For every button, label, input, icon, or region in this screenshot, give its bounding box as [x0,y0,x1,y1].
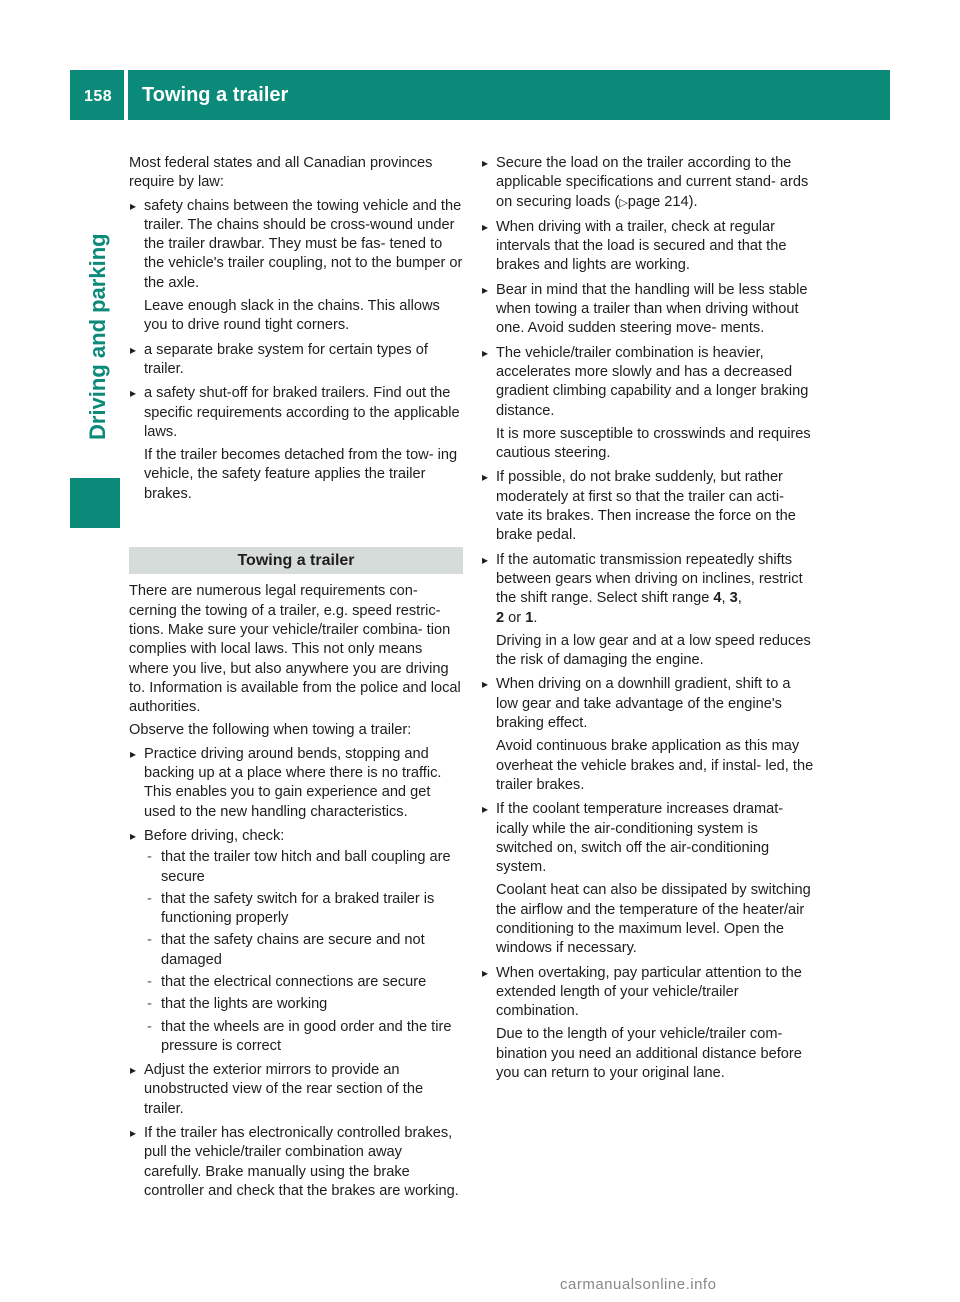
bullet-text: ▸ If possible, do not brake suddenly, but rather moderately at first so that the trailer can acti- vate its brakes. Then increase the force on the brake pedal. [496,469,796,544]
bullet-text: ▸ The vehicle/trailer combination is heavier, accelerates more slowly and has a decreased gradient climbing capability and a longer braking distance. [496,344,809,419]
list-item [481,551,815,671]
shift-range-1: 1 [525,609,534,626]
bullet-text: ▸ Adjust the exterior mirrors to provide an unobstructed view of the rear section of the trailer. [144,1062,424,1117]
bullet-text [496,154,815,213]
list-item [129,745,463,822]
bullet-note: Coolant heat can also be dissipated by switching the airflow and the temperature of the heater/air conditioning to the maximum level. Open the windows if necessary. [496,882,811,957]
bullet-text: ▸ When driving with a trailer, check at regular intervals that the load is secured and that the brakes and lights are working. [496,218,787,274]
bullet-text: ▸ Practice driving around bends, stopping and backing up at a place where there is no traffic. This enables you to gain experience and get used to the new handling characteristics. [144,745,442,820]
bullet-text-start: Secure the load on the trailer according to the applicable specifications and current stand- ards on securing loads ( [496,155,809,210]
list-item [129,341,463,380]
bullet-note: Due to the length of your vehicle/trailer com- bination you need an additional distance before you can return to your original lane. [496,1026,802,1082]
bullet-text: ▸ If the trailer has electronically controlled brakes, pull the vehicle/trailer combination away carefully. Brake manually using the brake controller and check that the brakes are working. [144,1125,459,1199]
page-reference-link[interactable]: page 214 [627,193,689,210]
side-section-label: Driving and parking [85,233,110,440]
list-item [129,1061,463,1119]
bullet-text: ▸ a separate brake system for certain types of trailer. [144,341,428,377]
sub-list-item: - that the wheels are in good order and the tire pressure is correct [144,1018,463,1057]
bullet-note: Avoid continuous brake application as this may overheat the vehicle brakes and, if instal- led, the trailer brakes. [496,738,814,793]
separator: or [504,609,526,626]
watermark-link[interactable]: carmanualsonline.info [560,1276,717,1293]
bullet-note: Leave enough slack in the chains. This allows you to drive round tight corners. [144,298,440,334]
list-item [481,964,815,1084]
side-tab-marker [70,478,120,528]
shift-range-3: 3 [729,590,738,607]
separator: . [533,609,538,626]
bullet-text [496,551,815,628]
list-item [129,197,463,336]
bullet-note: It is more susceptible to crosswinds and requires cautious steering. [496,425,811,462]
bullet-note: Driving in a low gear and at a low speed reduces the risk of damaging the engine. [496,632,811,669]
list-item [129,384,463,504]
left-column [129,154,463,1206]
intro-paragraph: Most federal states and all Canadian provinces require by law: [129,155,433,191]
list-item [481,281,815,339]
list-item [481,800,815,958]
body-paragraph: Observe the following when towing a trailer: [129,722,412,739]
list-item [129,827,463,1056]
bullet-text: ▸ Before driving, check: [144,827,285,844]
sub-list-item: - that the safety switch for a braked trailer is functioning properly [144,890,463,929]
section-heading: Towing a trailer [129,547,463,574]
list-item [481,154,815,213]
bullet-text: ▸ If the coolant temperature increases dramat- ically while the air-conditioning system is switched on, switch off the air-conditioning system. [496,801,784,876]
bullet-note: If the trailer becomes detached from the tow- ing vehicle, the safety feature applies the trailer brakes. [144,447,458,502]
separator: , [721,590,730,607]
bullet-text: ▸ When driving on a downhill gradient, shift to a low gear and take advantage of the engine's braking effect. [496,676,791,732]
list-item [481,218,815,276]
page-title: Towing a trailer [142,84,289,106]
sub-list-item: - that the electrical connections are secure [144,973,463,992]
page-reference-arrow-icon: ▷ [619,196,628,209]
sub-list-item: - that the lights are working [144,995,463,1014]
bullet-text-start: If the automatic transmission repeatedly shifts between gears when driving on inclines, restrict the shift range. Select shift range [496,551,803,607]
list-item [481,468,815,545]
list-item [129,1124,463,1201]
page-number: 158 [84,88,113,105]
bullet-text: ▸ a safety shut-off for braked trailers. Find out the specific requirements according to the applicable laws. [144,385,460,440]
shift-range-2: 2 [496,609,505,626]
bullet-text: ▸ Bear in mind that the handling will be less stable when towing a trailer than when driving without one. Avoid sudden steering move- ments. [496,281,808,337]
shift-range-4: 4 [713,590,722,607]
list-item [481,675,815,795]
bullet-text: ▸ safety chains between the towing vehicle and the trailer. The chains should be cross-wound under the trailer drawbar. They must be fas- tened to the vehicle's trailer coupling, not to the bumper or the axle. [144,197,463,291]
body-paragraph: There are numerous legal requirements con- cerning the towing of a trailer, e.g. speed restric- tions. Make sure your vehicle/trailer combina- tion complies with local laws. This not only means where you live, but also anywhere you are driving to. Information is available from the police and local authorities. [129,583,461,716]
separator: , [737,590,742,607]
sub-list-item: - that the safety chains are secure and not damaged [144,931,463,970]
list-item [481,344,815,464]
right-column [481,154,815,1088]
bullet-text: ▸ When overtaking, pay particular attention to the extended length of your vehicle/trailer combination. [496,964,802,1020]
header-divider [124,70,128,120]
bullet-text-end: ). [688,193,698,210]
sub-list-item: - that the trailer tow hitch and ball coupling are secure [144,848,463,887]
